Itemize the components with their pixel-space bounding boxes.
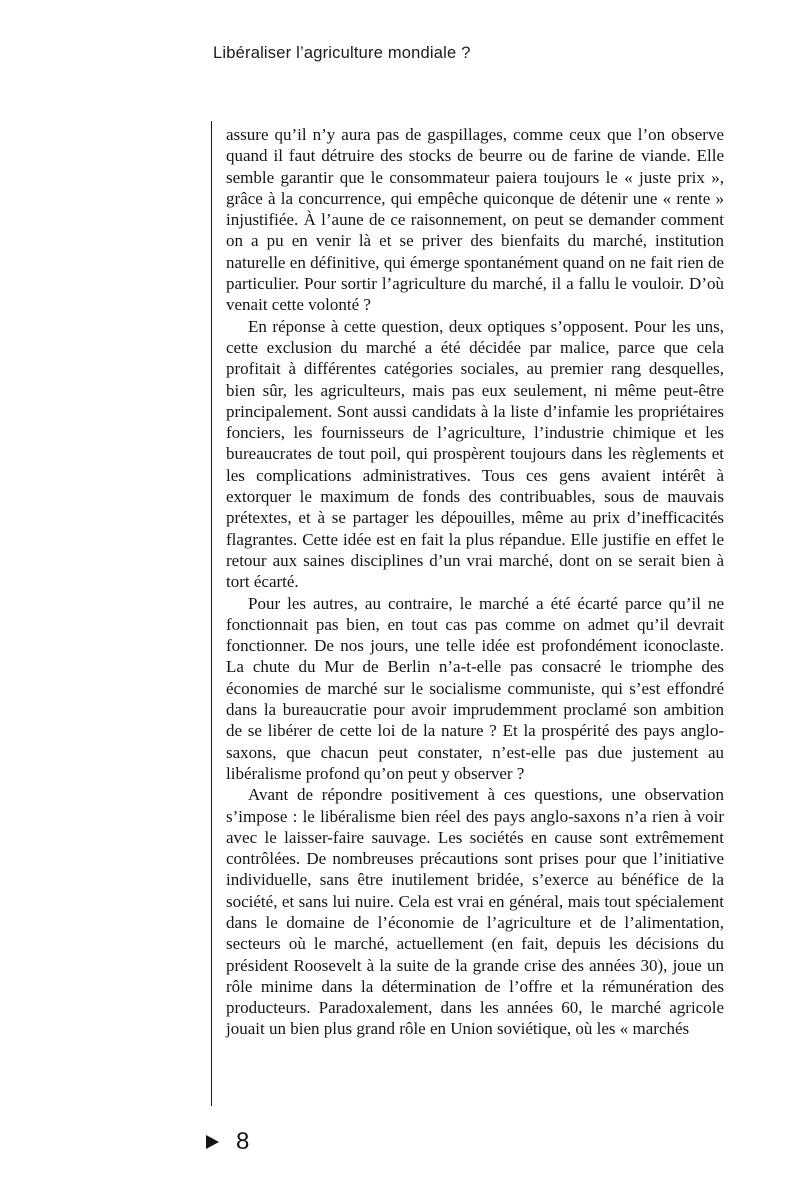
- body-paragraph: En réponse à cette question, deux optiques s’opposent. Pour les uns, cette exclusion du marché a été décidée par malice, parce que cela profitait à différentes catégories sociales, au premier rang desquelles, bien sûr, les agriculteurs, mais pas eux seulement, ni même peut-être principalement. Sont aussi candidats à la liste d’infamie les propriétaires fonciers, les fournisseurs de l’agriculture, l’industrie chimique et les bureaucrates de tout poil, qui prospèrent toujours dans les règlements et les complications administratives. Tous ces gens avaient intérêt à extorquer le maximum de fonds des contribuables, sous de mauvais prétextes, et à se partager les dépouilles, même au prix d’inefficacités flagrantes. Cette idée est en fait la plus répandue. Elle justifie en effet le retour aux saines disciplines d’un vrai marché, dont on se serait bien à tort écarté.: [226, 316, 724, 592]
- body-paragraph: Avant de répondre positivement à ces questions, une observation s’impose : le libéralisme bien réel des pays anglo-saxons n’a rien à voir avec le laisser-faire sauvage. Les sociétés en cause sont extrêmement contrôlées. De nombreuses précautions sont prises pour que l’initiative individuelle, sans être inutilement bridée, s’exerce au bénéfice de la société, et sans lui nuire. Cela est vrai en général, mais tout spécialement dans le domaine de l’économie de l’agriculture et de l’alimentation, secteurs où le marché, actuellement (en fait, depuis les décisions du président Roosevelt à la suite de la grande crise des années 30), joue un rôle minime dans la détermination de l’offre et la rémunération des producteurs. Paradoxalement, dans les années 60, le marché agricole jouait un bien plus grand rôle en Union soviétique, où les « marchés: [226, 785, 724, 1039]
- body-paragraph: assure qu’il n’y aura pas de gaspillages, comme ceux que l’on observe quand il faut détruire des stocks de beurre ou de farine de viande. Elle semble garantir que le consommateur paiera toujours le « juste prix », grâce à la concurrence, qui empêche quiconque de détenir une « rente » injustifiée. À l’aune de ce raisonnement, on peut se demander comment on a pu en venir là et se priver des bienfaits du marché, institution naturelle en définitive, qui émerge spontanément quand on ne fait rien de particulier. Pour sortir l’agriculture du marché, il a fallu le vouloir. D’où venait cette volonté ?: [226, 125, 724, 315]
- page-footer: [206, 1130, 249, 1154]
- page-number: 8: [236, 1128, 250, 1155]
- running-header: Libéraliser l’agriculture mondiale ?: [213, 44, 471, 62]
- text-column: [211, 121, 724, 1106]
- right-triangle-icon: [206, 1135, 219, 1149]
- body-paragraph: Pour les autres, au contraire, le marché a été écarté parce qu’il ne fonctionnait pas bien, en tout cas pas comme on admet qu’il devrait fonctionner. De nos jours, une telle idée est profondément iconoclaste. La chute du Mur de Berlin n’a-t-elle pas consacré le triomphe des économies de marché sur le socialisme communiste, qui s’est effondré dans la bureaucratie pour avoir imprudemment proclamé son ambition de se libérer de cette loi de la nature ? Et la prospérité des pays anglo-saxons, que chacun peut constater, n’est-elle pas due justement au libéralisme profond qu’on peut y observer ?: [226, 593, 724, 783]
